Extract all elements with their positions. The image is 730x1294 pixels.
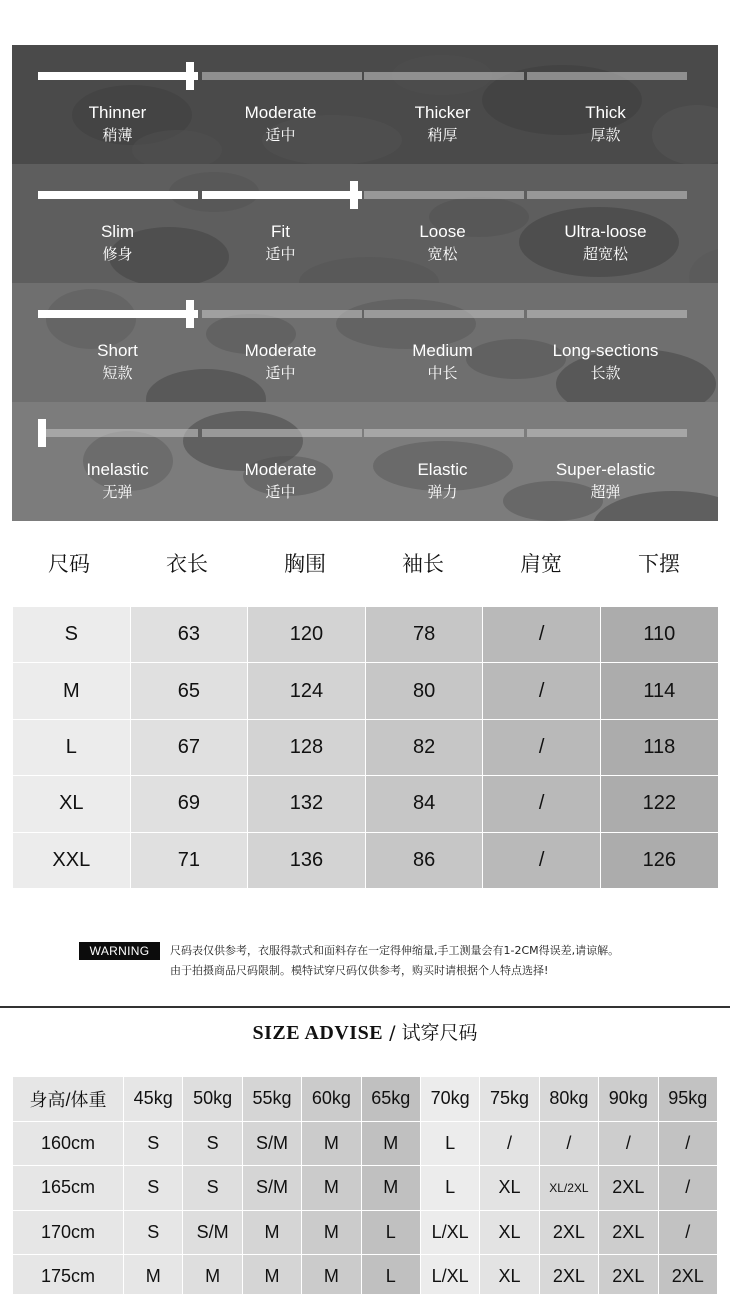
- height-cell: 175cm: [13, 1255, 124, 1294]
- scale-segment: [364, 310, 524, 318]
- weight-header: 55kg: [242, 1077, 301, 1122]
- attr-label: [361, 341, 524, 384]
- scale-segment: [38, 429, 198, 437]
- warning-text: [170, 941, 619, 981]
- size-advise-table: [12, 1076, 718, 1294]
- scale-segment: [202, 191, 362, 199]
- scale-marker: [38, 419, 46, 447]
- attr-label-en: Super-elastic: [555, 460, 656, 479]
- table-cell: XL: [480, 1255, 539, 1294]
- size-table-header: [10, 548, 718, 582]
- attr-row-fit: [12, 164, 718, 283]
- height-cell: 170cm: [13, 1210, 124, 1255]
- size-advise-title: [0, 1020, 730, 1046]
- attr-label: [36, 103, 199, 146]
- weight-header: 45kg: [124, 1077, 183, 1122]
- table-cell: 2XL: [539, 1255, 598, 1294]
- table-cell: /: [658, 1166, 717, 1211]
- table-cell: M: [361, 1121, 420, 1166]
- table-cell: 124: [248, 663, 366, 719]
- scale-segment: [527, 429, 687, 437]
- table-cell: S/M: [183, 1210, 242, 1255]
- attr-label-en: Thicker: [414, 103, 471, 122]
- attr-label-en: Thick: [585, 103, 626, 122]
- attr-label: [524, 341, 687, 384]
- size-advise-title-en: SIZE ADVISE: [252, 1022, 384, 1044]
- attr-label-en: Moderate: [244, 103, 317, 122]
- attr-label-en: Slim: [100, 222, 135, 241]
- weight-header: 65kg: [361, 1077, 420, 1122]
- table-cell: /: [483, 719, 601, 775]
- table-row: [13, 1210, 718, 1255]
- corner-header: 身高/体重: [13, 1077, 124, 1122]
- table-cell: /: [480, 1121, 539, 1166]
- attr-row-elasticity: [12, 402, 718, 521]
- attr-label: [199, 222, 362, 265]
- attr-label: [524, 460, 687, 503]
- table-cell: 67: [130, 719, 248, 775]
- table-cell: XL: [13, 776, 131, 832]
- table-cell: /: [599, 1121, 658, 1166]
- table-cell: L: [361, 1255, 420, 1294]
- table-cell: L: [420, 1166, 479, 1211]
- table-cell: M: [242, 1210, 301, 1255]
- table-cell: M: [361, 1166, 420, 1211]
- table-cell: S: [183, 1166, 242, 1211]
- attr-label-zh: 超弹: [590, 483, 621, 501]
- table-cell: 122: [600, 776, 718, 832]
- attr-label-en: Moderate: [244, 341, 317, 360]
- table-cell: S/M: [242, 1166, 301, 1211]
- table-cell: 86: [365, 832, 483, 888]
- scale-marker: [186, 62, 194, 90]
- weight-header: 50kg: [183, 1077, 242, 1122]
- scale-segment: [38, 310, 198, 318]
- weight-header: 70kg: [420, 1077, 479, 1122]
- attr-label: [36, 222, 199, 265]
- table-row: [13, 607, 719, 663]
- table-row: [13, 1121, 718, 1166]
- table-cell: M: [242, 1255, 301, 1294]
- table-cell: M: [13, 663, 131, 719]
- scale-marker: [186, 300, 194, 328]
- attr-label-zh: 厚款: [590, 126, 621, 144]
- warning-line-1: 尺码表仅供参考，衣服得款式和面料存在一定得伸缩量,手工测量会有1-2CM得误差,请谅解。: [170, 944, 620, 957]
- header-chest: 胸围: [284, 552, 326, 576]
- table-cell: 110: [600, 607, 718, 663]
- attr-label: [524, 103, 687, 146]
- table-cell: 84: [365, 776, 483, 832]
- attr-label-en: Fit: [271, 222, 290, 241]
- table-cell: 2XL: [539, 1210, 598, 1255]
- table-cell: 128: [248, 719, 366, 775]
- table-cell: /: [483, 607, 601, 663]
- table-cell: L/XL: [420, 1255, 479, 1294]
- table-cell: /: [539, 1121, 598, 1166]
- attr-label: [361, 460, 524, 503]
- attr-label-en: Elastic: [417, 460, 468, 479]
- attr-label-en: Inelastic: [86, 460, 149, 479]
- scale-segment: [364, 429, 524, 437]
- attr-label: [524, 222, 687, 265]
- table-cell: S/M: [242, 1121, 301, 1166]
- table-cell: 2XL: [599, 1166, 658, 1211]
- table-row: [13, 776, 719, 832]
- table-cell: L/XL: [420, 1210, 479, 1255]
- header-hem: 下摆: [638, 552, 680, 576]
- table-row: [13, 1166, 718, 1211]
- height-cell: 165cm: [13, 1166, 124, 1211]
- table-cell: 82: [365, 719, 483, 775]
- scale-segment: [364, 72, 524, 80]
- attr-label: [361, 222, 524, 265]
- scale-segment: [527, 72, 687, 80]
- table-cell: M: [124, 1255, 183, 1294]
- attr-label: [199, 460, 362, 503]
- table-cell: 63: [130, 607, 248, 663]
- table-cell: 120: [248, 607, 366, 663]
- fabric-attributes-panel: [12, 45, 718, 521]
- attr-label-zh: 宽松: [427, 245, 458, 263]
- table-row: [13, 832, 719, 888]
- scale-segment: [202, 310, 362, 318]
- scale-segment: [527, 191, 687, 199]
- attr-label: [36, 460, 199, 503]
- table-cell: XL: [480, 1166, 539, 1211]
- attr-label-en: Long-sections: [552, 341, 659, 360]
- table-cell: M: [302, 1210, 361, 1255]
- attr-label-zh: 无弹: [102, 483, 133, 501]
- camo-pattern: [46, 289, 136, 349]
- table-cell: 69: [130, 776, 248, 832]
- table-cell: /: [483, 663, 601, 719]
- table-row: [13, 719, 719, 775]
- scale-marker: [350, 181, 358, 209]
- table-cell: M: [302, 1166, 361, 1211]
- weight-header: 80kg: [539, 1077, 598, 1122]
- table-cell: 126: [600, 832, 718, 888]
- table-cell: M: [302, 1255, 361, 1294]
- attr-label: [199, 103, 362, 146]
- scale-segment: [38, 191, 198, 199]
- weight-header: 60kg: [302, 1077, 361, 1122]
- table-cell: S: [183, 1121, 242, 1166]
- attr-label-zh: 适中: [265, 483, 296, 501]
- table-cell: 71: [130, 832, 248, 888]
- weight-header: 95kg: [658, 1077, 717, 1122]
- camo-pattern: [689, 247, 718, 283]
- scale-segment: [202, 429, 362, 437]
- attr-label: [36, 341, 199, 384]
- attr-label-en: Thinner: [88, 103, 147, 122]
- attr-label-zh: 稍薄: [102, 126, 133, 144]
- table-cell: S: [13, 607, 131, 663]
- attr-label-en: Loose: [419, 222, 466, 241]
- weight-header: 75kg: [480, 1077, 539, 1122]
- table-cell: 114: [600, 663, 718, 719]
- table-cell: /: [483, 776, 601, 832]
- table-cell: M: [302, 1121, 361, 1166]
- attr-label-en: Medium: [412, 341, 473, 360]
- scale-segment: [38, 72, 198, 80]
- table-cell: /: [483, 832, 601, 888]
- attr-label: [361, 103, 524, 146]
- table-cell: 136: [248, 832, 366, 888]
- table-row: [13, 1255, 718, 1294]
- table-cell: 65: [130, 663, 248, 719]
- table-header-row: [13, 1077, 718, 1122]
- attr-label-zh: 适中: [265, 126, 296, 144]
- header-sleeve: 袖长: [402, 552, 444, 576]
- attr-label-zh: 修身: [102, 245, 133, 263]
- weight-header: 90kg: [599, 1077, 658, 1122]
- attr-label-zh: 弹力: [427, 483, 458, 501]
- table-cell: S: [124, 1166, 183, 1211]
- size-advise-title-zh: 试穿尺码: [401, 1022, 478, 1044]
- attr-label-zh: 超宽松: [582, 245, 628, 263]
- warning-badge: WARNING: [79, 942, 160, 960]
- table-cell: /: [658, 1210, 717, 1255]
- attr-label-zh: 中长: [427, 364, 458, 382]
- table-cell: 2XL: [599, 1210, 658, 1255]
- table-cell: XL: [480, 1210, 539, 1255]
- table-cell: M: [183, 1255, 242, 1294]
- attr-label-zh: 长款: [590, 364, 621, 382]
- scale-segment: [364, 191, 524, 199]
- table-cell: /: [658, 1121, 717, 1166]
- table-cell: 2XL: [658, 1255, 717, 1294]
- height-cell: 160cm: [13, 1121, 124, 1166]
- header-shoulder: 肩宽: [520, 552, 562, 576]
- table-cell: S: [124, 1210, 183, 1255]
- table-cell: 118: [600, 719, 718, 775]
- attr-label: [199, 341, 362, 384]
- attr-row-thickness: [12, 45, 718, 164]
- attr-label-en: Ultra-loose: [564, 222, 647, 241]
- attr-label-en: Moderate: [244, 460, 317, 479]
- scale-segment: [527, 310, 687, 318]
- section-divider: [0, 1006, 730, 1008]
- table-row: [13, 663, 719, 719]
- table-cell: 80: [365, 663, 483, 719]
- attr-label-en: Short: [97, 341, 138, 360]
- table-cell: 78: [365, 607, 483, 663]
- attr-label-zh: 适中: [265, 364, 296, 382]
- size-advise-title-sep: /: [383, 1022, 402, 1044]
- attr-label-zh: 短款: [102, 364, 133, 382]
- scale-segment: [202, 72, 362, 80]
- table-cell: S: [124, 1121, 183, 1166]
- attr-label-zh: 稍厚: [427, 126, 458, 144]
- attr-row-length: [12, 283, 718, 402]
- size-table: [12, 606, 719, 889]
- table-cell: XL/2XL: [539, 1166, 598, 1211]
- table-cell: 132: [248, 776, 366, 832]
- table-cell: XXL: [13, 832, 131, 888]
- warning-line-2: 由于拍摄商品尺码限制。模特试穿尺码仅供参考，购买时请根据个人特点选择!: [170, 964, 549, 977]
- header-size: 尺码: [48, 552, 90, 576]
- table-cell: 2XL: [599, 1255, 658, 1294]
- table-cell: L: [13, 719, 131, 775]
- table-cell: L: [361, 1210, 420, 1255]
- attr-label-zh: 适中: [265, 245, 296, 263]
- header-length: 衣长: [166, 552, 208, 576]
- table-cell: L: [420, 1121, 479, 1166]
